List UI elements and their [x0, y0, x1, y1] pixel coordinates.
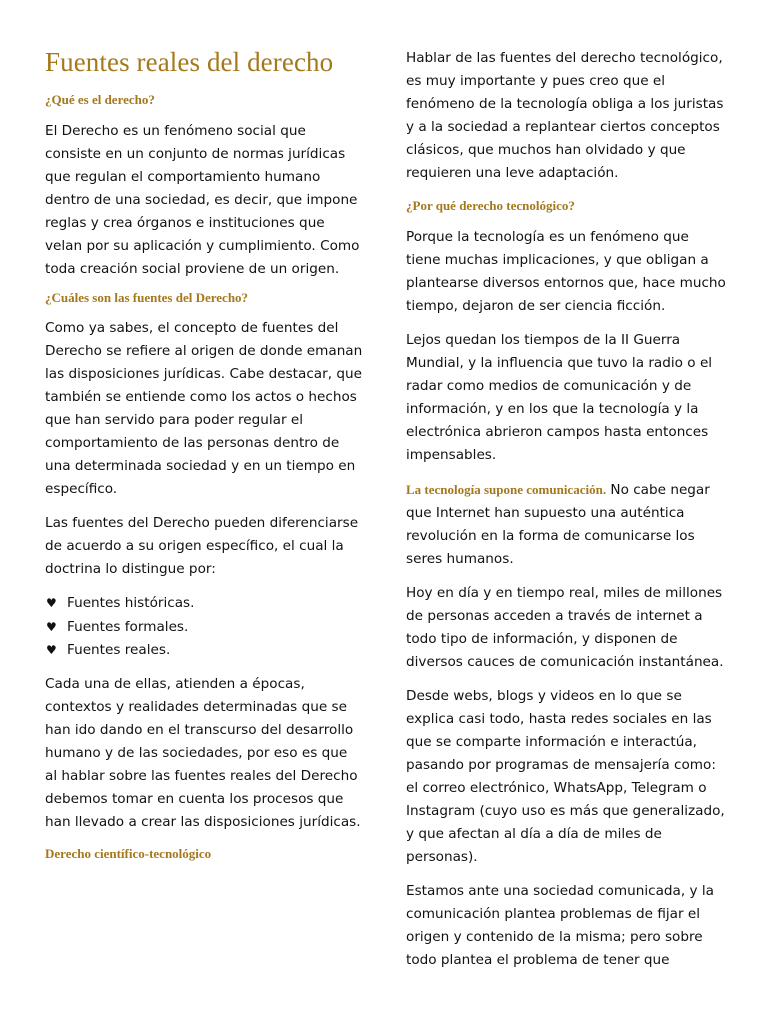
paragraph-webs-blogs: Desde webs, blogs y videos en lo que se explica casi todo, hasta redes sociales en las que se comparte información e interactúa, pasando por programas de mensajería como: el correo electrónico, WhatsApp, Telegram o Instagram (cuyo uso es más que generalizado, y que afectan al día a día de miles de personas).: [406, 688, 725, 865]
heart-bullet-icon: ♥: [46, 643, 57, 658]
heading-derecho-cientifico: Derecho científico-tecnológico: [45, 845, 212, 861]
paragraph-tiempo-real: Hoy en día y en tiempo real, miles de millones de personas acceden a través de internet a todo tipo de información, y disponen de diversos cauces de comunicación instantánea.: [406, 585, 724, 670]
paragraph-comunicacion: La tecnología supone comunicación. No cabe negar que Internet han supuesto una auténtica revolución en la forma de comunicarse los seres humanos.: [406, 482, 710, 567]
heart-bullet-icon: ♥: [46, 619, 57, 634]
paragraph-hablar-fuentes: Hablar de las fuentes del derecho tecnológico, es muy importante y pues creo que el fenómeno de la tecnología obliga a los juristas y a la sociedad a replantear ciertos conceptos clásicos, que muchos han olvidado y que requieren una leve adaptación.: [406, 50, 724, 181]
paragraph-guerra-mundial: Lejos quedan los tiempos de la II Guerra Mundial, y la influencia que tuvo la radio o el radar como medios de comunicación y de información, y en los que la tecnología y la electrónica abrieron campos hasta entonces impensables.: [406, 332, 713, 463]
paragraph-diferenciarse: Las fuentes del Derecho pueden diferenciarse de acuerdo a su origen específico, el cual la doctrina lo distingue por:: [45, 515, 359, 578]
left-column: [45, 0, 363, 862]
heading-por-que-tecnologico: ¿Por qué derecho tecnológico?: [406, 198, 575, 213]
paragraph-concepto-fuentes: Como ya sabes, el concepto de fuentes del Derecho se refiere al origen de donde emanan las disposiciones jurídicas. Cabe destacar, que también se entiende como los actos o hechos que han servido para poder regular el comportamiento de las personas dentro de una determinada sociedad y en un tiempo en específico.: [45, 320, 363, 498]
paragraph-definicion: El Derecho es un fenómeno social que consiste en un conjunto de normas jurídicas que regulan el comportamiento humano dentro de una sociedad, es decir, que impone reglas y crea órganos e instituciones que velan por su aplicación y cumplimiento. Como toda creación social proviene de un origen.: [45, 123, 360, 278]
paragraph-tecnologia-fenomeno: Porque la tecnología es un fenómeno que tiene muchas implicaciones, y que obligan a plantearse diversos entornos que, hace mucho tiempo, dejaron de ser ciencia ficción.: [406, 229, 726, 314]
heart-bullet-icon: ♥: [46, 596, 57, 611]
right-column: [406, 0, 726, 972]
heading-que-es-derecho: ¿Qué es el derecho?: [45, 92, 155, 108]
paragraph-epocas: Cada una de ellas, atienden a épocas, contextos y realidades determinadas que se han ido dando en el transcurso del desarrollo humano y de las sociedades, por eso es que al hablar sobre las fuentes reales del Derecho debemos tomar en cuenta los procesos que han llevado a crear las disposiciones jurídicas.: [45, 675, 361, 830]
fuentes-list: [45, 592, 363, 663]
inline-heading-comunicacion: La tecnología supone comunicación.: [406, 482, 607, 497]
list-item: ♥ Fuentes históricas.: [45, 592, 363, 616]
list-item: ♥ Fuentes reales.: [45, 639, 363, 663]
list-item: ♥ Fuentes formales.: [45, 616, 363, 640]
heading-cuales-fuentes: ¿Cuáles son las fuentes del Derecho?: [45, 290, 249, 306]
paragraph-sociedad-comunicada: Estamos ante una sociedad comunicada, y la comunicación plantea problemas de fijar el origen y contenido de la misma; pero sobre todo plantea el problema de tener que: [406, 883, 714, 968]
page-title: Fuentes reales del derecho: [45, 47, 334, 77]
